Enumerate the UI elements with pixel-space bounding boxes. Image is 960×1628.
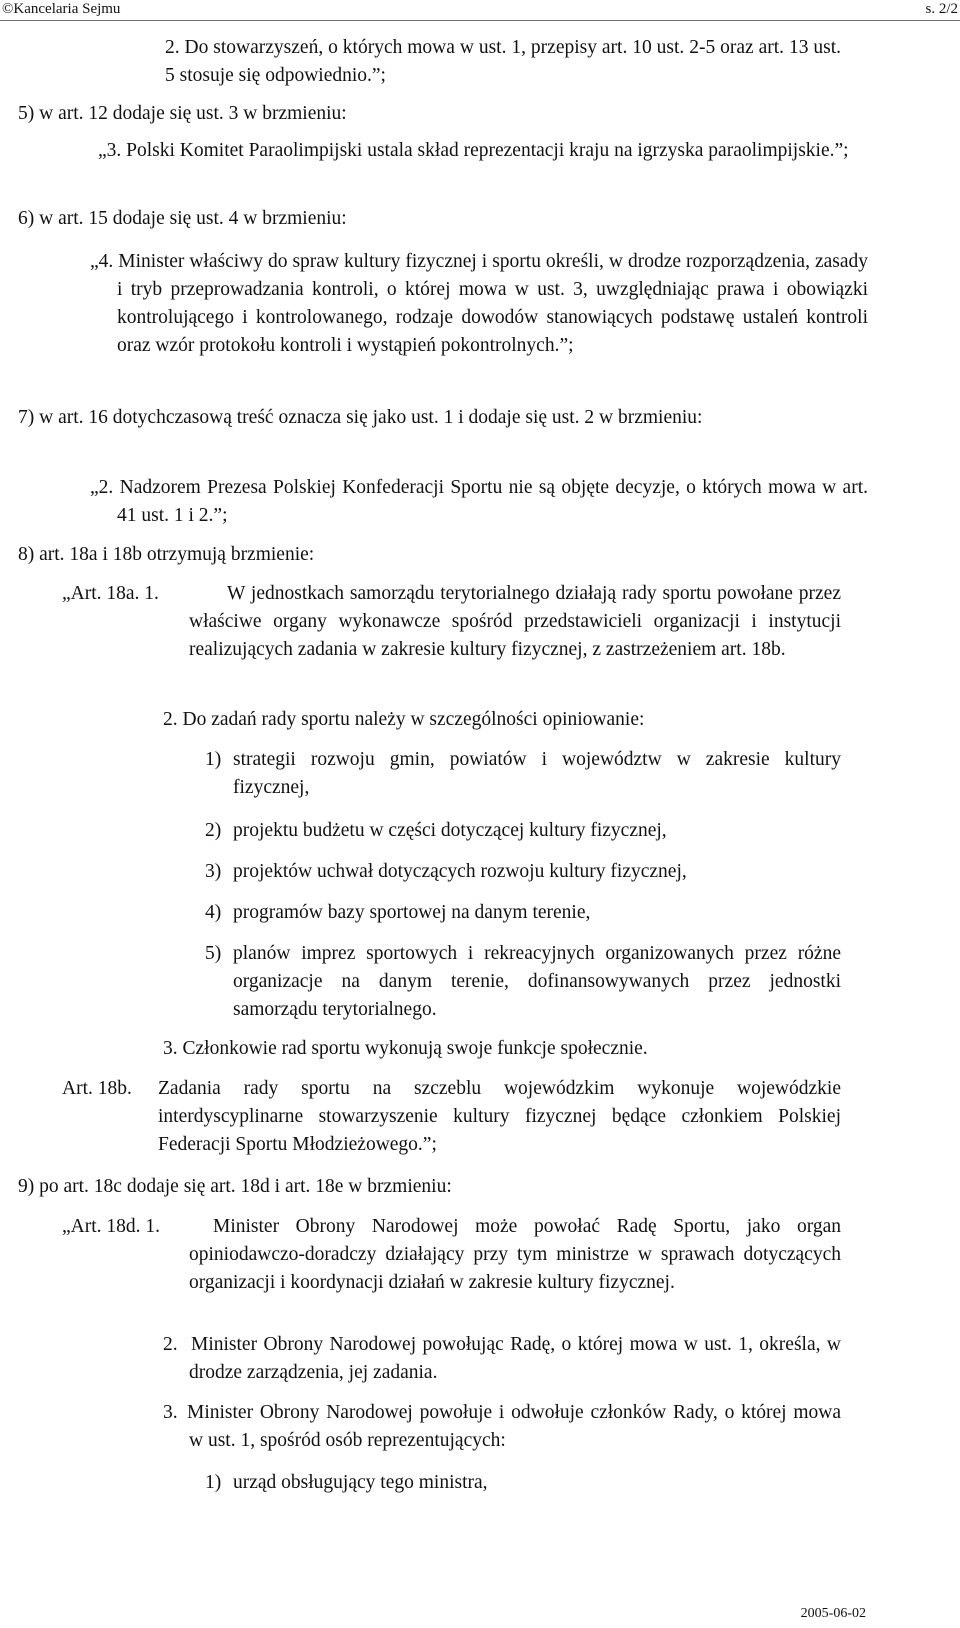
art-18a-ust-2: 2. Do zadań rady sportu należy w szczególności opiniowanie:: [163, 709, 645, 730]
point-8-intro: 8) art. 18a i 18b otrzymują brzmienie:: [18, 544, 315, 565]
list-item-3: projektów uchwał dotyczących rozwoju kultury fizycznej,: [233, 861, 687, 882]
art-18b-heading: Art. 18b.: [62, 1078, 132, 1099]
art-18d-heading: „Art. 18d. 1.: [62, 1216, 161, 1237]
paragraph-ust-2: 2. Do stowarzyszeń, o których mowa w ust. 1, przepisy art. 10 ust. 2-5 oraz art. 13 ust. 5 stosuje się odpowiednio.”;: [165, 37, 841, 86]
list-marker-3: 3): [205, 861, 222, 882]
list-marker-4: 4): [205, 902, 222, 923]
list-marker-urzad: 1): [205, 1472, 222, 1493]
list-item-4: programów bazy sportowej na danym terenie,: [233, 902, 591, 923]
art-18a-ust-1: W jednostkach samorządu terytorialnego działają rady sportu powołane przez właściwe organy wykonawcze spośród przedstawicieli organizacji i instytucji realizujących zadania w zakresie kultury fizycznej, z zastrzeżeniem art. 18b.: [189, 583, 841, 660]
page-number: s. 2/2: [925, 1, 958, 17]
art-18d-ust-2: Minister Obrony Narodowej powołując Radę, o której mowa w ust. 1, określa, w drodze zarządzenia, jej zadania.: [189, 1334, 841, 1383]
quote-art-12-ust-3: „3. Polski Komitet Paraolimpijski ustala skład reprezentacji kraju na igrzyska paraolimpijskie.”;: [98, 140, 849, 161]
list-marker-1: 1): [205, 749, 222, 770]
list-item-1: strategii rozwoju gmin, powiatów i województw w zakresie kultury fizycznej,: [233, 749, 841, 798]
header-divider: [0, 20, 960, 21]
list-marker-5: 5): [205, 943, 222, 964]
quote-art-16-ust-2: „2. Nadzorem Prezesa Polskiej Konfederacji Sportu nie są objęte decyzje, o których mowa w art. 41 ust. 1 i 2.”;: [90, 477, 868, 526]
art-18a-heading: „Art. 18a. 1.: [62, 583, 159, 604]
art-18d-ust-1: Minister Obrony Narodowej może powołać Radę Sportu, jako organ opiniodawczo-doradczy działający przy tym ministrze w sprawach dotyczących organizacji i koordynacji działań w zakresie kultury fizycznej.: [189, 1216, 841, 1293]
point-5-intro: 5) w art. 12 dodaje się ust. 3 w brzmieniu:: [18, 103, 347, 124]
art-18b-text: Zadania rady sportu na szczeblu wojewódzkim wykonuje wojewódzkie interdyscyplinarne stowarzyszenie kultury fizycznej będące członkiem Polskiej Federacji Sportu Młodzieżowego.”;: [158, 1078, 841, 1155]
art-18d-ust-2-marker: 2.: [163, 1334, 178, 1355]
point-6-intro: 6) w art. 15 dodaje się ust. 4 w brzmieniu:: [18, 208, 347, 229]
art-18a-ust-3: 3. Członkowie rad sportu wykonują swoje funkcje społecznie.: [163, 1038, 648, 1059]
quote-art-15-ust-4: „4. Minister właściwy do spraw kultury fizycznej i sportu określi, w drodze rozporządzenia, zasady i tryb przeprowadzania kontroli, o której mowa w ust. 3, uwzględniając prawa i obowiązki kontrolującego i kontrolowanego, rodzaje dowodów stanowiących podstawę ustaleń kontroli oraz wzór protokołu kontroli i wystąpień pokontrolnych.”;: [90, 251, 868, 356]
list-item-5: planów imprez sportowych i rekreacyjnych organizowanych przez różne organizacje na danym terenie, dofinansowywanych przez jednostki samorządu terytorialnego.: [233, 943, 841, 1020]
point-7-intro: 7) w art. 16 dotychczasową treść oznacza się jako ust. 1 i dodaje się ust. 2 w brzmieniu:: [18, 407, 703, 428]
list-marker-2: 2): [205, 820, 222, 841]
page-header: [0, 0, 960, 20]
point-9-intro: 9) po art. 18c dodaje się art. 18d i art. 18e w brzmieniu:: [18, 1176, 452, 1197]
art-18d-ust-3: Minister Obrony Narodowej powołuje i odwołuje członków Rady, o której mowa w ust. 1, spośród osób reprezentujących:: [187, 1402, 841, 1451]
copyright-label: ©Kancelaria Sejmu: [2, 1, 121, 17]
document-date: 2005-06-02: [800, 1606, 866, 1621]
list-item-urzad: urząd obsługujący tego ministra,: [233, 1472, 488, 1493]
art-18d-ust-3-marker: 3.: [163, 1402, 178, 1423]
list-item-2: projektu budżetu w części dotyczącej kultury fizycznej,: [233, 820, 667, 841]
